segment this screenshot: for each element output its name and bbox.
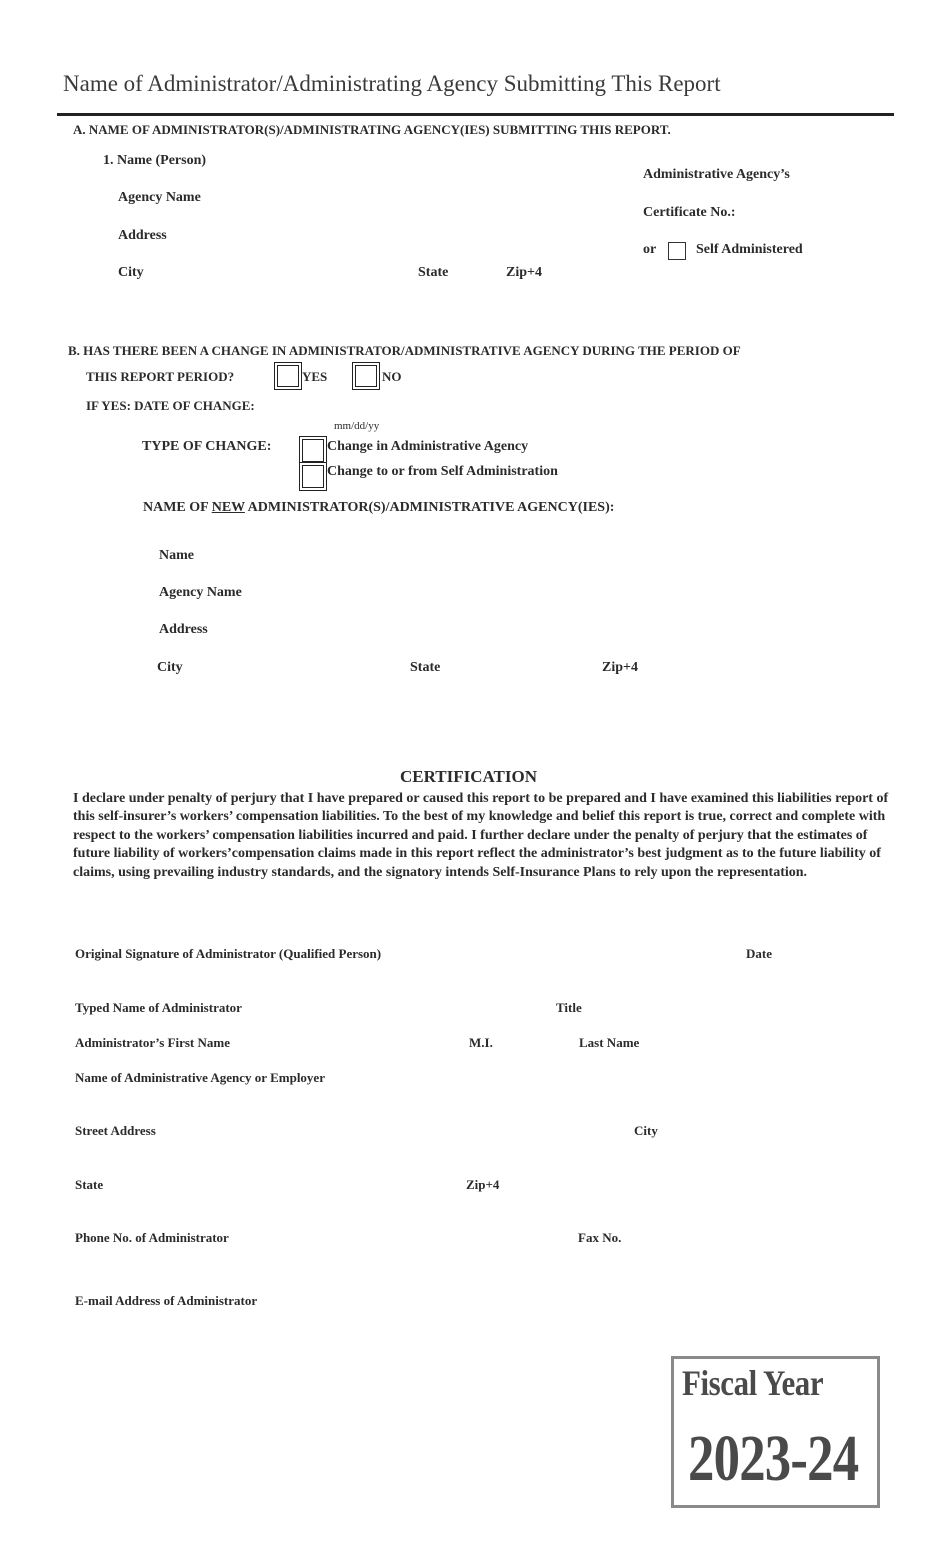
no-checkbox[interactable]: [352, 362, 380, 390]
mi-label: M.I.: [469, 1035, 493, 1050]
phone-label: Phone No. of Administrator: [75, 1230, 229, 1245]
page-title: Name of Administrator/Administrating Agency Submitting This Report: [63, 71, 721, 96]
last-name-label: Last Name: [579, 1035, 640, 1050]
cert-city-label: City: [634, 1123, 658, 1138]
new-admin-underlined: NEW: [211, 500, 245, 515]
header-divider: [57, 113, 894, 116]
new-zip-label: Zip+4: [602, 660, 638, 675]
agency-name-label: Agency Name: [118, 190, 201, 205]
self-administered-label: Self Administered: [696, 242, 803, 257]
new-admin-heading: [143, 500, 614, 516]
new-name-label: Name: [159, 548, 194, 563]
type-of-change-label: TYPE OF CHANGE:: [142, 439, 272, 454]
fiscal-year-value: 2023-24: [688, 1422, 859, 1495]
street-address-label: Street Address: [75, 1123, 156, 1138]
date-of-change-label: IF YES: DATE OF CHANGE:: [86, 398, 255, 413]
fiscal-year-label: Fiscal Year: [682, 1363, 824, 1403]
new-address-label: Address: [159, 622, 208, 637]
email-label: E-mail Address of Administrator: [75, 1293, 258, 1308]
zip-label: Zip+4: [506, 265, 542, 280]
change-self-admin-checkbox[interactable]: [299, 462, 327, 491]
section-a-heading: A. NAME OF ADMINISTRATOR(S)/ADMINISTRATING AGENCY(IES) SUBMITTING THIS REPORT.: [73, 122, 671, 137]
name-person-label: 1. Name (Person): [103, 153, 207, 168]
change-self-admin-label: Change to or from Self Administration: [327, 464, 558, 479]
new-state-label: State: [410, 660, 441, 675]
report-period-question: THIS REPORT PERIOD?: [86, 369, 235, 384]
certification-title: CERTIFICATION: [400, 767, 537, 786]
fax-label: Fax No.: [578, 1230, 622, 1245]
agency-employer-label: Name of Administrative Agency or Employer: [75, 1070, 325, 1085]
date-format-hint: mm/dd/yy: [334, 420, 380, 432]
new-agency-name-label: Agency Name: [159, 585, 242, 600]
new-admin-suffix: ADMINISTRATOR(S)/ADMINISTRATIVE AGENCY(IES):: [244, 500, 615, 515]
admin-agency-label: Administrative Agency’s: [643, 167, 790, 182]
certification-statement: I declare under penalty of perjury that I have prepared or caused this report to be prepared and I have examined this liabilities report of this self-insurer’s workers’ compensation liabilities. To the best of my knowledge and belief this report is true, correct and complete with respect to the workers’ compensation liabilities incurred and paid. I further declare under the penalty of perjury that the estimates of future liability of workers’compensation claims made in this report reflect the administrator’s best judgment as to the future liability of claims, using prevailing industry standards, and the signatory intends Self-Insurance Plans to rely upon the representation.: [73, 791, 889, 880]
yes-checkbox[interactable]: [274, 362, 302, 390]
date-label: Date: [746, 946, 772, 961]
or-label: or: [643, 242, 657, 257]
new-admin-prefix: NAME OF: [143, 500, 212, 515]
title-label: Title: [556, 1000, 582, 1015]
section-b-heading: B. HAS THERE BEEN A CHANGE IN ADMINISTRATOR/ADMINISTRATIVE AGENCY DURING THE PERIOD OF: [68, 343, 741, 358]
first-name-label: Administrator’s First Name: [75, 1035, 230, 1050]
yes-label: YES: [302, 369, 328, 384]
new-city-label: City: [157, 660, 183, 675]
no-label: NO: [382, 369, 402, 384]
city-label: City: [118, 265, 144, 280]
typed-name-label: Typed Name of Administrator: [75, 1000, 242, 1015]
change-agency-label: Change in Administrative Agency: [327, 439, 529, 454]
self-administered-checkbox[interactable]: [668, 242, 686, 260]
cert-state-label: State: [75, 1177, 104, 1192]
signature-label: Original Signature of Administrator (Qualified Person): [75, 946, 382, 961]
address-label: Address: [118, 228, 167, 243]
state-label: State: [418, 265, 449, 280]
certificate-no-label: Certificate No.:: [643, 205, 736, 220]
change-agency-checkbox[interactable]: [299, 436, 327, 465]
cert-zip-label: Zip+4: [466, 1177, 500, 1192]
